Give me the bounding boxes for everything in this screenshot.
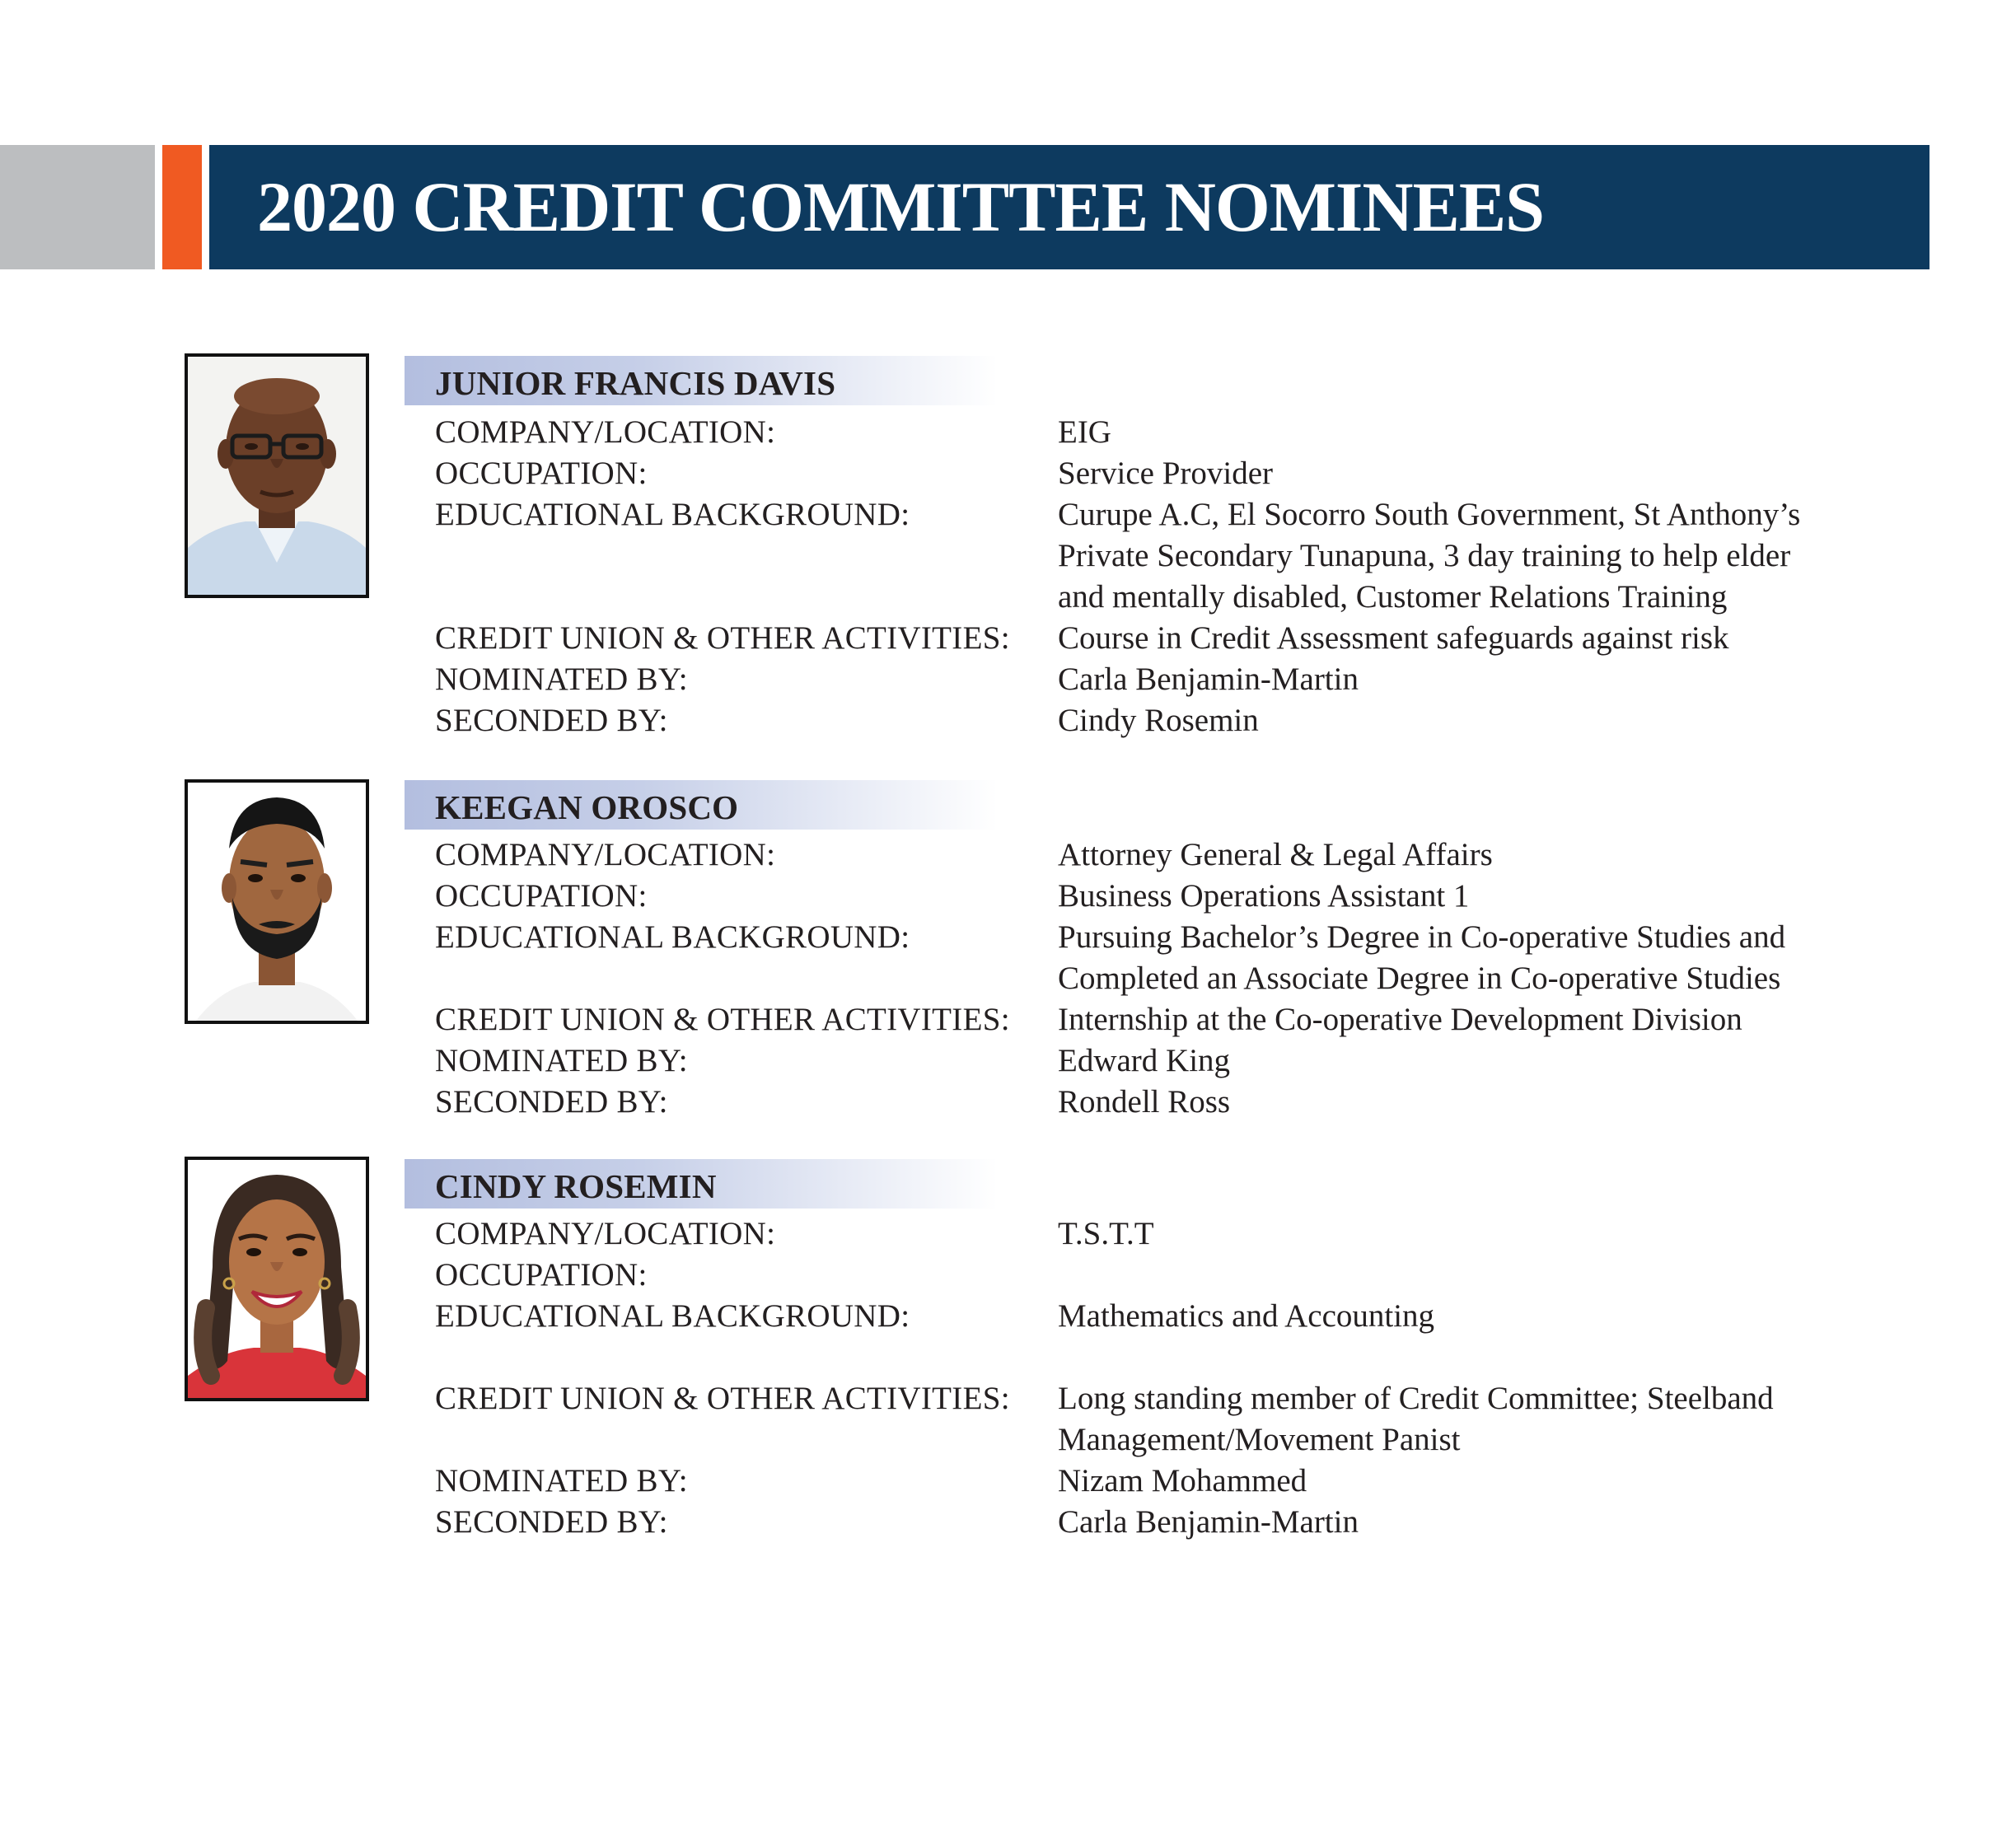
education-value-line: Private Secondary Tunapuna, 3 day training to help elder: [1058, 538, 1791, 573]
nominated-by-label: NOMINATED BY:: [435, 662, 688, 697]
education-value-line: and mentally disabled, Customer Relations Training: [1058, 579, 1728, 615]
nominated-by-label: NOMINATED BY:: [435, 1043, 688, 1078]
nominated-by-value: Nizam Mohammed: [1058, 1463, 1307, 1498]
activities-label: CREDIT UNION & OTHER ACTIVITIES:: [435, 620, 1010, 656]
company-label: COMPANY/LOCATION:: [435, 837, 776, 872]
seconded-by-label: SECONDED BY:: [435, 1084, 668, 1120]
nominee-name: JUNIOR FRANCIS DAVIS: [435, 364, 836, 402]
nominated-by-value: Carla Benjamin-Martin: [1058, 662, 1359, 697]
activities-value-line: Management/Movement Panist: [1058, 1422, 1461, 1457]
nominee-name: CINDY ROSEMIN: [435, 1167, 717, 1205]
banner-grey-block: [0, 145, 155, 269]
nominated-by-value: Edward King: [1058, 1043, 1231, 1078]
education-value-line: Curupe A.C, El Socorro South Government, St Anthony’s: [1058, 497, 1801, 532]
portrait-man-beard-icon: [188, 783, 366, 1021]
seconded-by-value: Rondell Ross: [1058, 1084, 1231, 1120]
seconded-by-label: SECONDED BY:: [435, 1504, 668, 1540]
education-label: EDUCATIONAL BACKGROUND:: [435, 1298, 910, 1334]
occupation-label: OCCUPATION:: [435, 878, 648, 914]
page-title: 2020 CREDIT COMMITTEE NOMINEES: [257, 167, 1545, 246]
banner-orange-stripe: [162, 145, 202, 269]
education-value-line: Mathematics and Accounting: [1058, 1298, 1435, 1334]
activities-label: CREDIT UNION & OTHER ACTIVITIES:: [435, 1002, 1010, 1037]
nominated-by-label: NOMINATED BY:: [435, 1463, 688, 1498]
occupation-label: OCCUPATION:: [435, 456, 648, 491]
activities-value-line: Internship at the Co-operative Development Division: [1058, 1002, 1742, 1037]
seconded-by-label: SECONDED BY:: [435, 703, 668, 738]
company-label: COMPANY/LOCATION:: [435, 414, 776, 450]
seconded-by-value: Carla Benjamin-Martin: [1058, 1504, 1359, 1540]
education-value-line: Pursuing Bachelor’s Degree in Co-operative Studies and: [1058, 919, 1786, 955]
activities-label: CREDIT UNION & OTHER ACTIVITIES:: [435, 1381, 1010, 1416]
portrait-woman-smiling-icon: [188, 1160, 366, 1398]
education-label: EDUCATIONAL BACKGROUND:: [435, 497, 910, 532]
activities-value-line: Course in Credit Assessment safeguards against risk: [1058, 620, 1729, 656]
activities-value-line: Long standing member of Credit Committee; Steelband: [1058, 1381, 1774, 1416]
portrait-man-glasses-icon: [188, 357, 366, 595]
company-value: Attorney General & Legal Affairs: [1058, 837, 1493, 872]
nominee-photo: [185, 779, 369, 1024]
nominee-photo: [185, 1157, 369, 1401]
occupation-value: Business Operations Assistant 1: [1058, 878, 1470, 914]
company-value: T.S.T.T: [1058, 1216, 1154, 1251]
education-value-line: Completed an Associate Degree in Co-operative Studies: [1058, 961, 1781, 996]
nominee-name: KEEGAN OROSCO: [435, 788, 739, 826]
occupation-label: OCCUPATION:: [435, 1257, 648, 1293]
occupation-value: Service Provider: [1058, 456, 1274, 491]
nominee-photo: [185, 353, 369, 598]
company-value: EIG: [1058, 414, 1111, 450]
company-label: COMPANY/LOCATION:: [435, 1216, 776, 1251]
education-label: EDUCATIONAL BACKGROUND:: [435, 919, 910, 955]
seconded-by-value: Cindy Rosemin: [1058, 703, 1259, 738]
